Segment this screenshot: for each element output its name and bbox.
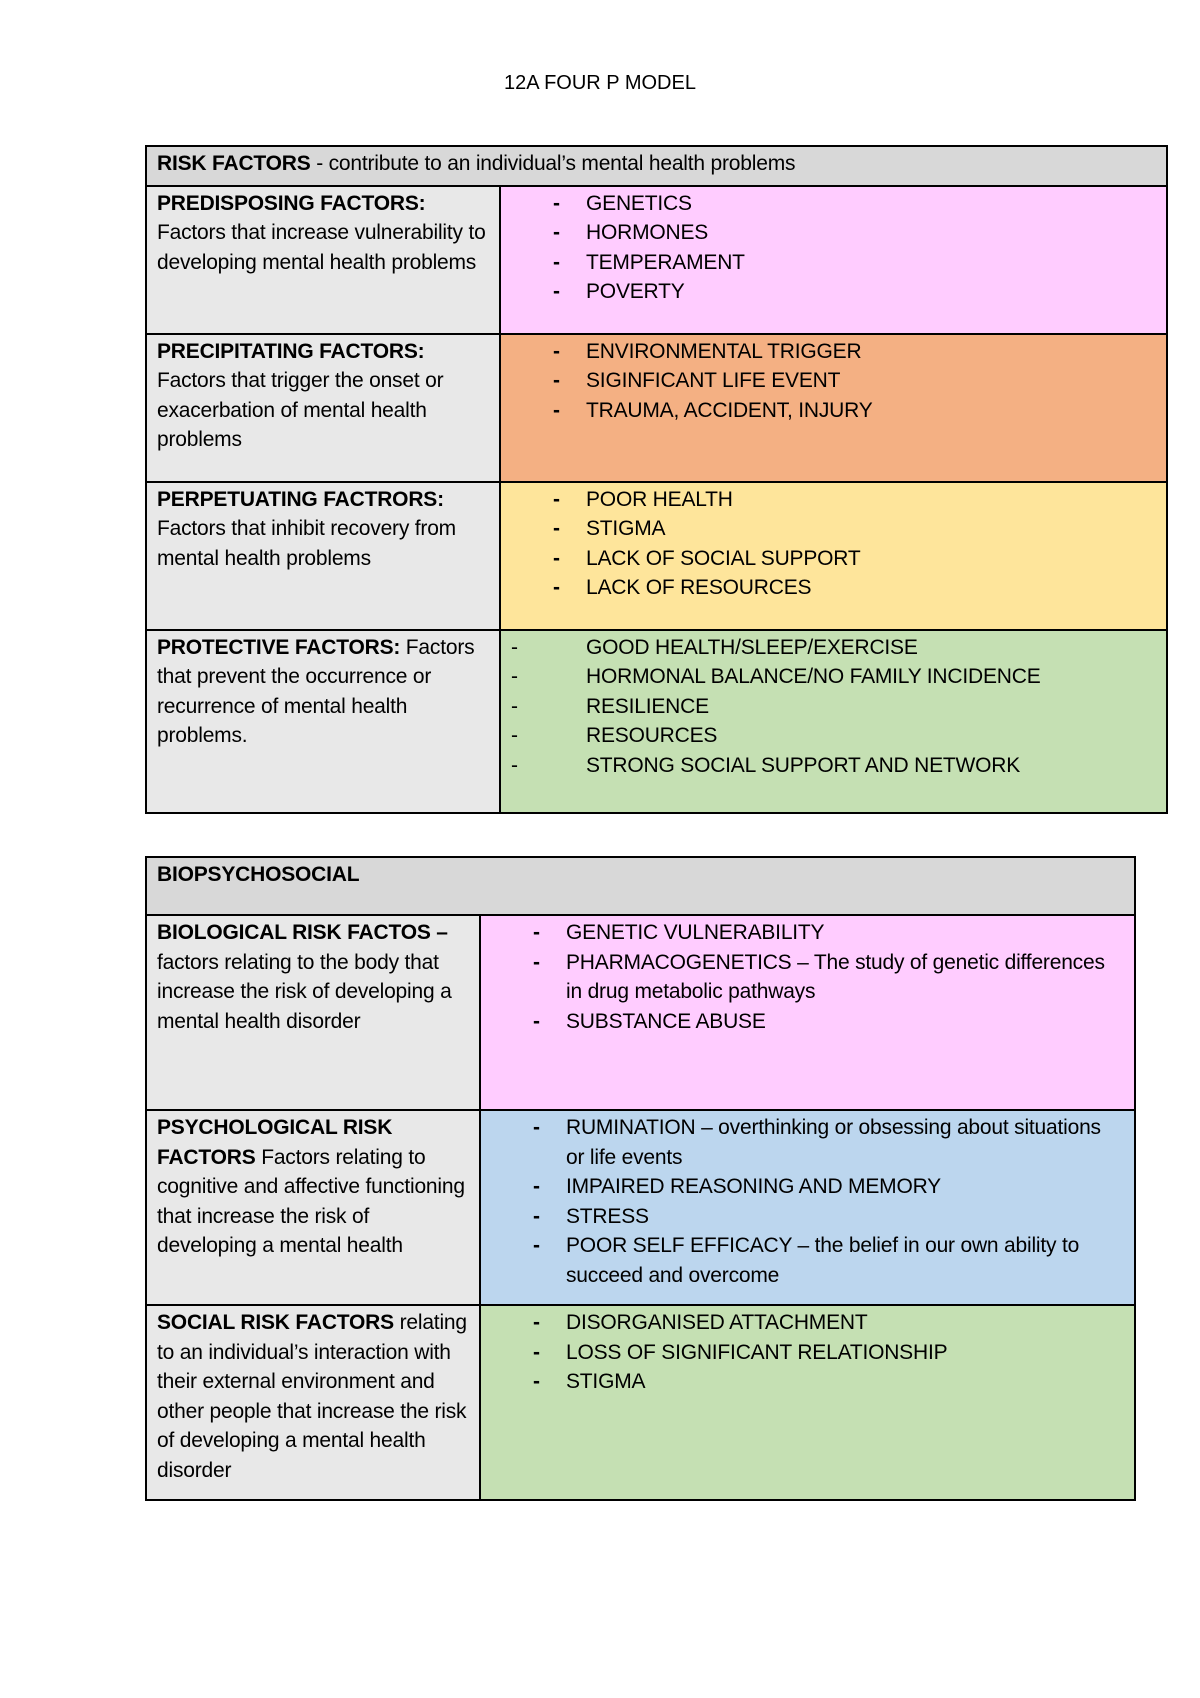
list-item: - TEMPERAMENT	[511, 248, 1156, 278]
row-label-text: factors relating to the body that increase the risk of developing a mental health disorder	[157, 950, 452, 1033]
table-row	[146, 1305, 1135, 1500]
row-label-bold: PSYCHOLOGICAL RISK FACTORS	[157, 1116, 393, 1169]
table-row	[146, 482, 1167, 630]
protective-items-cell	[500, 630, 1167, 813]
row-label-text: Factors that inhibit recovery from mental health problems	[157, 517, 456, 570]
list-item: - GOOD HEALTH/SLEEP/EXERCISE	[511, 633, 1156, 663]
list-item: - POVERTY	[511, 277, 1156, 307]
list-item: - IMPAIRED REASONING AND MEMORY	[491, 1172, 1124, 1202]
psychological-items-cell	[480, 1110, 1135, 1305]
document-title: 12A FOUR P MODEL	[504, 72, 696, 94]
list-item: - HORMONES	[511, 218, 1156, 248]
bullet-list	[511, 337, 1156, 426]
list-item: - STRESS	[491, 1202, 1124, 1232]
row-label-text: Factors that trigger the onset or exacerbation of mental health problems	[157, 369, 444, 451]
table-row	[146, 334, 1167, 482]
row-label-bold: PERPETUATING FACTRORS:	[157, 487, 444, 511]
list-item: - STRONG SOCIAL SUPPORT AND NETWORK	[511, 751, 1156, 781]
row-label-bold: PRECIPITATING FACTORS:	[157, 339, 425, 363]
row-label-text: Factors relating to cognitive and affective functioning that increase the risk of developing a mental health	[157, 1145, 465, 1257]
bullet-list	[491, 1113, 1124, 1290]
biological-items-cell	[480, 915, 1135, 1110]
list-item: - RESILIENCE	[511, 692, 1156, 722]
list-item: - TRAUMA, ACCIDENT, INJURY	[511, 396, 1156, 426]
row-label-bold: PROTECTIVE FACTORS:	[157, 635, 401, 659]
protective-label-cell	[146, 630, 500, 813]
list-item: - STIGMA	[491, 1367, 1124, 1397]
table-row	[146, 1110, 1135, 1305]
psychological-label-cell	[146, 1110, 480, 1305]
list-item: - POOR HEALTH	[511, 485, 1156, 515]
list-item: - GENETICS	[511, 189, 1156, 219]
bullet-list	[511, 485, 1156, 603]
table-row	[146, 186, 1167, 334]
risk-factors-header	[146, 146, 1167, 186]
perpetuating-items-cell	[500, 482, 1167, 630]
row-label-bold: PREDISPOSING FACTORS:	[157, 191, 426, 215]
list-item: - LACK OF SOCIAL SUPPORT	[511, 544, 1156, 574]
social-label-cell	[146, 1305, 480, 1500]
bullet-list	[491, 918, 1124, 1036]
bullet-list	[491, 1308, 1124, 1397]
row-label-bold: SOCIAL RISK FACTORS	[157, 1311, 394, 1334]
table-row	[146, 915, 1135, 1110]
list-item: - RESOURCES	[511, 721, 1156, 751]
list-item: - DISORGANISED ATTACHMENT	[491, 1308, 1124, 1338]
four-p-model-table	[145, 145, 1168, 814]
row-label-text: Factors that increase vulnerability to developing mental health problems	[157, 221, 486, 274]
header-bold: BIOPSYCHOSOCIAL	[157, 863, 360, 886]
list-item: - PHARMACOGENETICS – The study of genetic differences in drug metabolic pathways	[491, 948, 1124, 1007]
biological-label-cell	[146, 915, 480, 1110]
row-label-text: Factors that prevent the occurrence or recurrence of mental health problems.	[157, 635, 475, 747]
list-item: - SIGINFICANT LIFE EVENT	[511, 366, 1156, 396]
list-item: - SUBSTANCE ABUSE	[491, 1007, 1124, 1037]
list-item: - RUMINATION – overthinking or obsessing about situations or life events	[491, 1113, 1124, 1172]
list-item: - LACK OF RESOURCES	[511, 573, 1156, 603]
biopsychosocial-header	[146, 857, 1135, 915]
list-item: - LOSS OF SIGNIFICANT RELATIONSHIP	[491, 1338, 1124, 1368]
perpetuating-label-cell	[146, 482, 500, 630]
bullet-list	[511, 633, 1156, 781]
precipitating-items-cell	[500, 334, 1167, 482]
list-item: - POOR SELF EFFICACY – the belief in our own ability to succeed and overcome	[491, 1231, 1124, 1290]
list-item: - HORMONAL BALANCE/NO FAMILY INCIDENCE	[511, 662, 1156, 692]
table-header-row	[146, 857, 1135, 915]
list-item: - ENVIRONMENTAL TRIGGER	[511, 337, 1156, 367]
header-bold: RISK FACTORS	[157, 152, 311, 175]
table-header-row	[146, 146, 1167, 186]
table-row	[146, 630, 1167, 813]
predisposing-label-cell	[146, 186, 500, 334]
biopsychosocial-table	[145, 856, 1136, 1501]
row-label-text: relating to an individual’s interaction with their external environment and other people that increase the risk of developing a mental health disorder	[157, 1311, 467, 1482]
header-text: - contribute to an individual’s mental health problems	[310, 152, 796, 175]
predisposing-items-cell	[500, 186, 1167, 334]
bullet-list	[511, 189, 1156, 307]
list-item: - GENETIC VULNERABILITY	[491, 918, 1124, 948]
list-item: - STIGMA	[511, 514, 1156, 544]
social-items-cell	[480, 1305, 1135, 1500]
row-label-bold: BIOLOGICAL RISK FACTOS –	[157, 921, 448, 944]
precipitating-label-cell	[146, 334, 500, 482]
